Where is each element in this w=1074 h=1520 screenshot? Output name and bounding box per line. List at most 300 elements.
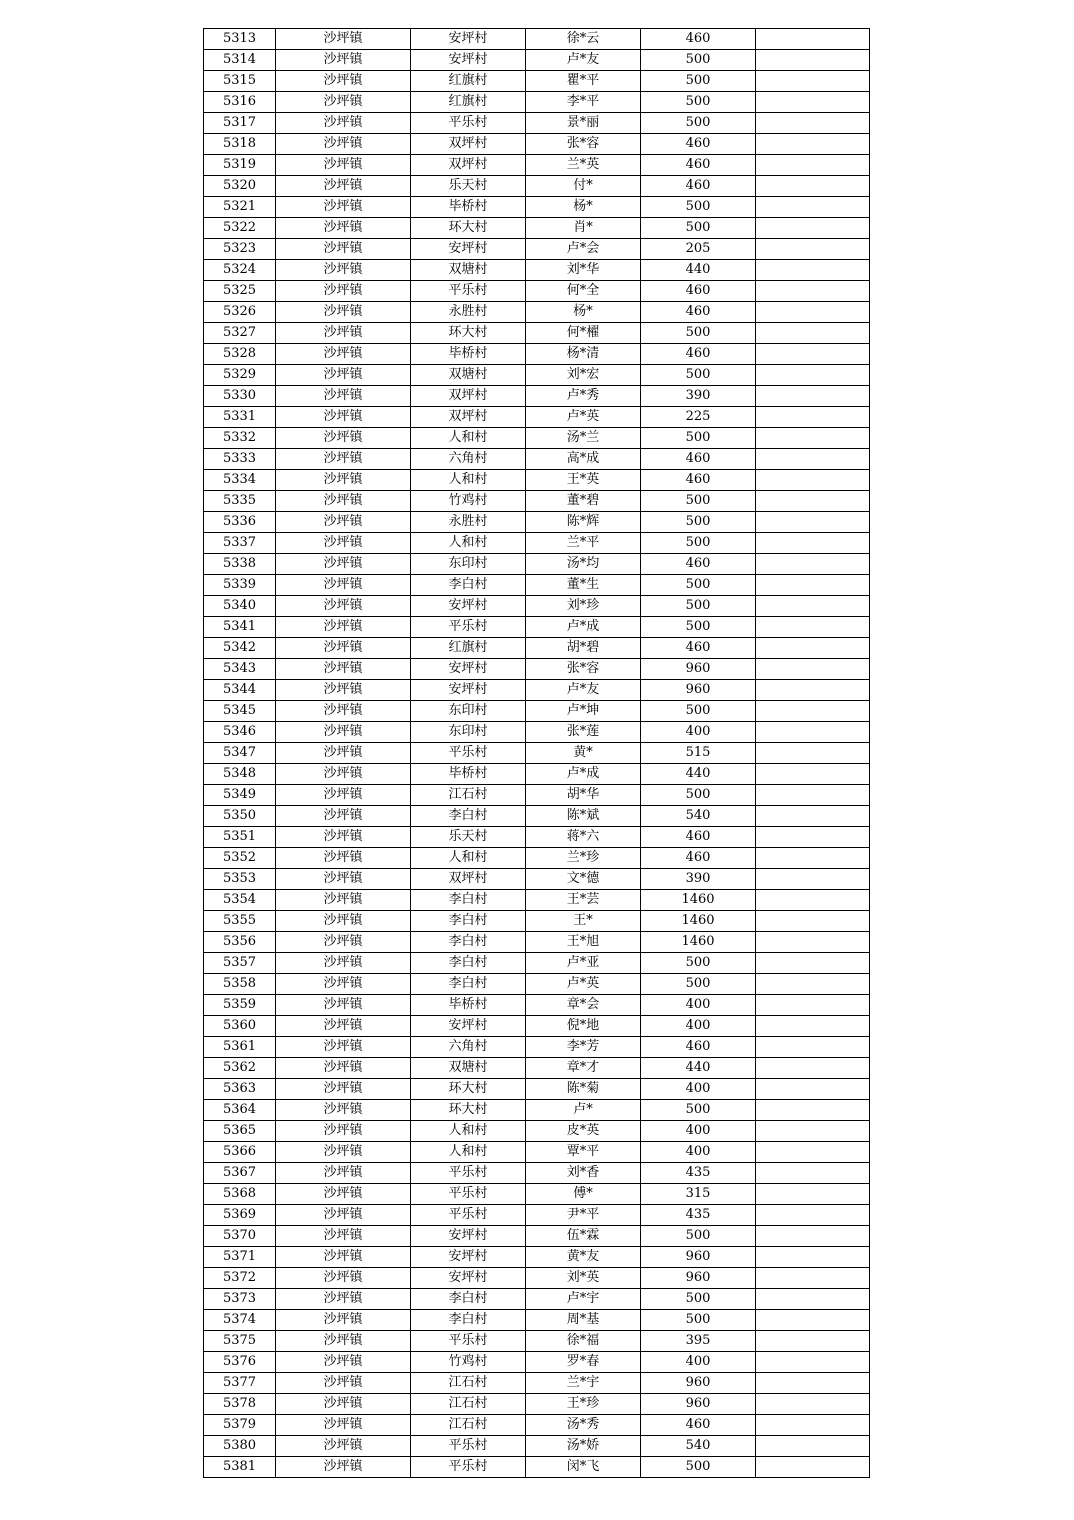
village-cell: 安坪村: [411, 50, 526, 71]
town-cell: 沙坪镇: [276, 155, 411, 176]
row-number-cell: 5317: [204, 113, 276, 134]
town-cell: 沙坪镇: [276, 71, 411, 92]
table-row: [204, 596, 870, 617]
table-row: [204, 701, 870, 722]
town-cell: 沙坪镇: [276, 1163, 411, 1184]
name-cell: 卢*宇: [526, 1289, 641, 1310]
table-row: [204, 848, 870, 869]
town-cell: 沙坪镇: [276, 50, 411, 71]
town-cell: 沙坪镇: [276, 806, 411, 827]
town-cell: 沙坪镇: [276, 1331, 411, 1352]
village-cell: 毕桥村: [411, 764, 526, 785]
amount-cell: 500: [641, 533, 756, 554]
row-number-cell: 5380: [204, 1436, 276, 1457]
name-cell: 高*成: [526, 449, 641, 470]
row-number-cell: 5359: [204, 995, 276, 1016]
name-cell: 陈*斌: [526, 806, 641, 827]
table-row: [204, 1121, 870, 1142]
row-number-cell: 5327: [204, 323, 276, 344]
village-cell: 安坪村: [411, 239, 526, 260]
village-cell: 毕桥村: [411, 344, 526, 365]
amount-cell: 460: [641, 1415, 756, 1436]
amount-cell: 440: [641, 260, 756, 281]
amount-cell: 960: [641, 1268, 756, 1289]
village-cell: 安坪村: [411, 680, 526, 701]
table-row: [204, 386, 870, 407]
name-cell: 刘*香: [526, 1163, 641, 1184]
table-row: [204, 260, 870, 281]
remark-cell: [756, 680, 870, 701]
table-row: [204, 1226, 870, 1247]
amount-cell: 500: [641, 1457, 756, 1478]
name-cell: 章*才: [526, 1058, 641, 1079]
remark-cell: [756, 449, 870, 470]
amount-cell: 400: [641, 1121, 756, 1142]
table-row: [204, 491, 870, 512]
town-cell: 沙坪镇: [276, 1247, 411, 1268]
village-cell: 安坪村: [411, 1247, 526, 1268]
name-cell: 王*珍: [526, 1394, 641, 1415]
village-cell: 环大村: [411, 323, 526, 344]
town-cell: 沙坪镇: [276, 197, 411, 218]
amount-cell: 435: [641, 1205, 756, 1226]
town-cell: 沙坪镇: [276, 848, 411, 869]
village-cell: 平乐村: [411, 1331, 526, 1352]
table-row: [204, 995, 870, 1016]
village-cell: 双塘村: [411, 1058, 526, 1079]
name-cell: 汤*娇: [526, 1436, 641, 1457]
name-cell: 刘*英: [526, 1268, 641, 1289]
remark-cell: [756, 428, 870, 449]
remark-cell: [756, 638, 870, 659]
amount-cell: 460: [641, 449, 756, 470]
village-cell: 永胜村: [411, 512, 526, 533]
amount-cell: 440: [641, 1058, 756, 1079]
amount-cell: 500: [641, 575, 756, 596]
village-cell: 红旗村: [411, 92, 526, 113]
row-number-cell: 5335: [204, 491, 276, 512]
amount-cell: 460: [641, 281, 756, 302]
table-row: [204, 239, 870, 260]
table-row: [204, 890, 870, 911]
name-cell: 付*: [526, 176, 641, 197]
row-number-cell: 5348: [204, 764, 276, 785]
village-cell: 李白村: [411, 911, 526, 932]
remark-cell: [756, 1163, 870, 1184]
row-number-cell: 5325: [204, 281, 276, 302]
village-cell: 江石村: [411, 1394, 526, 1415]
amount-cell: 390: [641, 869, 756, 890]
remark-cell: [756, 869, 870, 890]
name-cell: 王*芸: [526, 890, 641, 911]
remark-cell: [756, 71, 870, 92]
row-number-cell: 5368: [204, 1184, 276, 1205]
name-cell: 兰*珍: [526, 848, 641, 869]
town-cell: 沙坪镇: [276, 1373, 411, 1394]
name-cell: 卢*成: [526, 617, 641, 638]
row-number-cell: 5370: [204, 1226, 276, 1247]
remark-cell: [756, 1352, 870, 1373]
name-cell: 闵*飞: [526, 1457, 641, 1478]
name-cell: 陈*菊: [526, 1079, 641, 1100]
name-cell: 黄*: [526, 743, 641, 764]
row-number-cell: 5339: [204, 575, 276, 596]
remark-cell: [756, 176, 870, 197]
village-cell: 双坪村: [411, 386, 526, 407]
table-row: [204, 218, 870, 239]
village-cell: 六角村: [411, 449, 526, 470]
row-number-cell: 5333: [204, 449, 276, 470]
village-cell: 安坪村: [411, 659, 526, 680]
amount-cell: 1460: [641, 911, 756, 932]
town-cell: 沙坪镇: [276, 449, 411, 470]
town-cell: 沙坪镇: [276, 113, 411, 134]
remark-cell: [756, 1247, 870, 1268]
amount-cell: 960: [641, 1247, 756, 1268]
remark-cell: [756, 1184, 870, 1205]
town-cell: 沙坪镇: [276, 1226, 411, 1247]
name-cell: 瞿*平: [526, 71, 641, 92]
town-cell: 沙坪镇: [276, 1184, 411, 1205]
table-row: [204, 176, 870, 197]
amount-cell: 500: [641, 701, 756, 722]
town-cell: 沙坪镇: [276, 1310, 411, 1331]
amount-cell: 960: [641, 659, 756, 680]
table-row: [204, 827, 870, 848]
remark-cell: [756, 1121, 870, 1142]
table-row: [204, 365, 870, 386]
row-number-cell: 5322: [204, 218, 276, 239]
village-cell: 竹鸡村: [411, 1352, 526, 1373]
row-number-cell: 5332: [204, 428, 276, 449]
village-cell: 平乐村: [411, 743, 526, 764]
name-cell: 卢*会: [526, 239, 641, 260]
amount-cell: 315: [641, 1184, 756, 1205]
village-cell: 李白村: [411, 932, 526, 953]
village-cell: 毕桥村: [411, 197, 526, 218]
table-row: [204, 1373, 870, 1394]
town-cell: 沙坪镇: [276, 869, 411, 890]
remark-cell: [756, 722, 870, 743]
amount-cell: 960: [641, 1373, 756, 1394]
town-cell: 沙坪镇: [276, 1037, 411, 1058]
village-cell: 江石村: [411, 1373, 526, 1394]
amount-cell: 460: [641, 344, 756, 365]
remark-cell: [756, 92, 870, 113]
town-cell: 沙坪镇: [276, 1415, 411, 1436]
remark-cell: [756, 596, 870, 617]
name-cell: 李*芳: [526, 1037, 641, 1058]
town-cell: 沙坪镇: [276, 386, 411, 407]
table-row: [204, 1142, 870, 1163]
name-cell: 张*容: [526, 134, 641, 155]
village-cell: 江石村: [411, 785, 526, 806]
table-row: [204, 407, 870, 428]
remark-cell: [756, 1016, 870, 1037]
amount-cell: 400: [641, 995, 756, 1016]
row-number-cell: 5362: [204, 1058, 276, 1079]
village-cell: 红旗村: [411, 71, 526, 92]
table-row: [204, 869, 870, 890]
name-cell: 张*莲: [526, 722, 641, 743]
table-row: [204, 50, 870, 71]
name-cell: 尹*平: [526, 1205, 641, 1226]
village-cell: 环大村: [411, 218, 526, 239]
row-number-cell: 5378: [204, 1394, 276, 1415]
table-row: [204, 785, 870, 806]
town-cell: 沙坪镇: [276, 491, 411, 512]
table-row: [204, 1436, 870, 1457]
town-cell: 沙坪镇: [276, 1457, 411, 1478]
remark-cell: [756, 281, 870, 302]
name-cell: 卢*: [526, 1100, 641, 1121]
name-cell: 伍*霖: [526, 1226, 641, 1247]
village-cell: 平乐村: [411, 1436, 526, 1457]
remark-cell: [756, 1058, 870, 1079]
table-row: [204, 1415, 870, 1436]
amount-cell: 500: [641, 323, 756, 344]
town-cell: 沙坪镇: [276, 1100, 411, 1121]
name-cell: 倪*地: [526, 1016, 641, 1037]
amount-cell: 500: [641, 617, 756, 638]
village-cell: 人和村: [411, 428, 526, 449]
town-cell: 沙坪镇: [276, 1289, 411, 1310]
table-row: [204, 344, 870, 365]
row-number-cell: 5371: [204, 1247, 276, 1268]
village-cell: 平乐村: [411, 1205, 526, 1226]
amount-cell: 500: [641, 197, 756, 218]
town-cell: 沙坪镇: [276, 659, 411, 680]
row-number-cell: 5344: [204, 680, 276, 701]
amount-cell: 540: [641, 1436, 756, 1457]
row-number-cell: 5350: [204, 806, 276, 827]
table-row: [204, 29, 870, 50]
town-cell: 沙坪镇: [276, 680, 411, 701]
table-row: [204, 512, 870, 533]
name-cell: 黄*友: [526, 1247, 641, 1268]
town-cell: 沙坪镇: [276, 1394, 411, 1415]
village-cell: 永胜村: [411, 302, 526, 323]
village-cell: 人和村: [411, 1121, 526, 1142]
table-row: [204, 680, 870, 701]
remark-cell: [756, 1415, 870, 1436]
amount-cell: 1460: [641, 932, 756, 953]
town-cell: 沙坪镇: [276, 701, 411, 722]
row-number-cell: 5376: [204, 1352, 276, 1373]
town-cell: 沙坪镇: [276, 974, 411, 995]
village-cell: 安坪村: [411, 29, 526, 50]
row-number-cell: 5367: [204, 1163, 276, 1184]
remark-cell: [756, 1289, 870, 1310]
town-cell: 沙坪镇: [276, 512, 411, 533]
table-row: [204, 1310, 870, 1331]
table-body: [204, 29, 870, 1478]
village-cell: 东印村: [411, 554, 526, 575]
remark-cell: [756, 701, 870, 722]
remark-cell: [756, 1268, 870, 1289]
table-row: [204, 1205, 870, 1226]
table-row: [204, 764, 870, 785]
name-cell: 肖*: [526, 218, 641, 239]
row-number-cell: 5326: [204, 302, 276, 323]
amount-cell: 460: [641, 176, 756, 197]
amount-cell: 500: [641, 1310, 756, 1331]
remark-cell: [756, 1037, 870, 1058]
town-cell: 沙坪镇: [276, 470, 411, 491]
amount-cell: 500: [641, 365, 756, 386]
table-row: [204, 1247, 870, 1268]
village-cell: 安坪村: [411, 1016, 526, 1037]
table-row: [204, 323, 870, 344]
row-number-cell: 5346: [204, 722, 276, 743]
village-cell: 平乐村: [411, 281, 526, 302]
amount-cell: 500: [641, 491, 756, 512]
town-cell: 沙坪镇: [276, 218, 411, 239]
remark-cell: [756, 260, 870, 281]
remark-cell: [756, 29, 870, 50]
name-cell: 徐*云: [526, 29, 641, 50]
amount-cell: 460: [641, 29, 756, 50]
amount-cell: 500: [641, 1100, 756, 1121]
village-cell: 东印村: [411, 701, 526, 722]
table-row: [204, 1394, 870, 1415]
row-number-cell: 5320: [204, 176, 276, 197]
town-cell: 沙坪镇: [276, 932, 411, 953]
table-row: [204, 428, 870, 449]
table-row: [204, 92, 870, 113]
row-number-cell: 5338: [204, 554, 276, 575]
name-cell: 皮*英: [526, 1121, 641, 1142]
name-cell: 兰*英: [526, 155, 641, 176]
village-cell: 双坪村: [411, 407, 526, 428]
town-cell: 沙坪镇: [276, 722, 411, 743]
amount-cell: 395: [641, 1331, 756, 1352]
village-cell: 平乐村: [411, 1184, 526, 1205]
table-row: [204, 1184, 870, 1205]
row-number-cell: 5316: [204, 92, 276, 113]
town-cell: 沙坪镇: [276, 743, 411, 764]
name-cell: 刘*华: [526, 260, 641, 281]
town-cell: 沙坪镇: [276, 302, 411, 323]
amount-cell: 500: [641, 974, 756, 995]
table-row: [204, 1331, 870, 1352]
village-cell: 双坪村: [411, 134, 526, 155]
remark-cell: [756, 470, 870, 491]
amount-cell: 500: [641, 71, 756, 92]
amount-cell: 460: [641, 155, 756, 176]
amount-cell: 460: [641, 848, 756, 869]
amount-cell: 500: [641, 1289, 756, 1310]
remark-cell: [756, 743, 870, 764]
table-row: [204, 806, 870, 827]
amount-cell: 460: [641, 827, 756, 848]
name-cell: 文*德: [526, 869, 641, 890]
village-cell: 李白村: [411, 1289, 526, 1310]
amount-cell: 500: [641, 50, 756, 71]
row-number-cell: 5313: [204, 29, 276, 50]
table-row: [204, 1289, 870, 1310]
row-number-cell: 5381: [204, 1457, 276, 1478]
town-cell: 沙坪镇: [276, 890, 411, 911]
name-cell: 兰*宇: [526, 1373, 641, 1394]
row-number-cell: 5374: [204, 1310, 276, 1331]
village-cell: 人和村: [411, 533, 526, 554]
amount-cell: 500: [641, 218, 756, 239]
amount-cell: 460: [641, 1037, 756, 1058]
village-cell: 安坪村: [411, 596, 526, 617]
remark-cell: [756, 974, 870, 995]
row-number-cell: 5337: [204, 533, 276, 554]
town-cell: 沙坪镇: [276, 92, 411, 113]
table-row: [204, 575, 870, 596]
village-cell: 乐天村: [411, 827, 526, 848]
town-cell: 沙坪镇: [276, 1436, 411, 1457]
amount-cell: 500: [641, 785, 756, 806]
remark-cell: [756, 554, 870, 575]
name-cell: 杨*: [526, 302, 641, 323]
name-cell: 周*基: [526, 1310, 641, 1331]
name-cell: 兰*平: [526, 533, 641, 554]
remark-cell: [756, 533, 870, 554]
village-cell: 环大村: [411, 1100, 526, 1121]
name-cell: 汤*兰: [526, 428, 641, 449]
table-row: [204, 302, 870, 323]
table-row: [204, 533, 870, 554]
name-cell: 董*生: [526, 575, 641, 596]
remark-cell: [756, 323, 870, 344]
remark-cell: [756, 407, 870, 428]
name-cell: 卢*亚: [526, 953, 641, 974]
row-number-cell: 5379: [204, 1415, 276, 1436]
village-cell: 六角村: [411, 1037, 526, 1058]
amount-cell: 460: [641, 554, 756, 575]
village-cell: 双坪村: [411, 869, 526, 890]
remark-cell: [756, 344, 870, 365]
table-row: [204, 155, 870, 176]
amount-cell: 400: [641, 722, 756, 743]
remark-cell: [756, 659, 870, 680]
remark-cell: [756, 1436, 870, 1457]
village-cell: 双坪村: [411, 155, 526, 176]
remark-cell: [756, 512, 870, 533]
data-table: [203, 28, 870, 1478]
town-cell: 沙坪镇: [276, 575, 411, 596]
remark-cell: [756, 1226, 870, 1247]
village-cell: 李白村: [411, 1310, 526, 1331]
remark-cell: [756, 386, 870, 407]
amount-cell: 500: [641, 92, 756, 113]
name-cell: 胡*碧: [526, 638, 641, 659]
table-row: [204, 1016, 870, 1037]
remark-cell: [756, 1373, 870, 1394]
table-row: [204, 281, 870, 302]
name-cell: 胡*华: [526, 785, 641, 806]
name-cell: 何*櫂: [526, 323, 641, 344]
name-cell: 王*旭: [526, 932, 641, 953]
table-row: [204, 1268, 870, 1289]
village-cell: 江石村: [411, 1415, 526, 1436]
remark-cell: [756, 1100, 870, 1121]
village-cell: 平乐村: [411, 1163, 526, 1184]
village-cell: 人和村: [411, 470, 526, 491]
row-number-cell: 5369: [204, 1205, 276, 1226]
amount-cell: 540: [641, 806, 756, 827]
name-cell: 蒋*六: [526, 827, 641, 848]
name-cell: 何*全: [526, 281, 641, 302]
name-cell: 董*碧: [526, 491, 641, 512]
amount-cell: 435: [641, 1163, 756, 1184]
table-row: [204, 932, 870, 953]
